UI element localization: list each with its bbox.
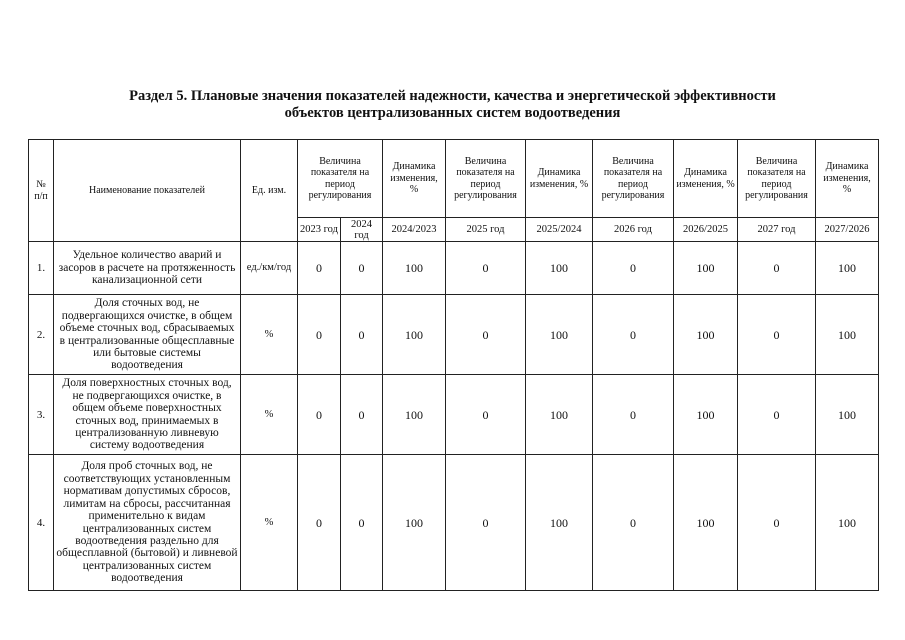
header-dyn-2027-2026: 2027/2026 [816,218,879,242]
value-2024: 0 [341,375,383,455]
dynamics-2027: 100 [816,242,879,295]
indicator-name: Удельное количество аварий и засоров в расчете на протяженность канализационной сети [54,242,241,295]
header-magnitude-2025: Величина показателя на период регулирования [446,140,526,218]
title-line-1 [0,88,905,105]
header-magnitude-2027: Величина показателя на период регулирования [738,140,816,218]
value-2026: 0 [593,455,674,591]
unit-cell: % [241,295,298,375]
dynamics-2026: 100 [674,242,738,295]
value-2023: 0 [298,455,341,591]
header-year-2023: 2023 год [298,218,341,242]
unit-cell: % [241,455,298,591]
dynamics-2025: 100 [526,375,593,455]
header-year-2024: 2024 год [341,218,383,242]
header-dyn-2026-2025: 2026/2025 [674,218,738,242]
dynamics-2025: 100 [526,242,593,295]
table-row [29,295,879,375]
value-2024: 0 [341,295,383,375]
page-title [0,88,905,122]
header-dynamics-2024: Динамика изменения, % [383,140,446,218]
header-dynamics-2025: Динамика изменения, % [526,140,593,218]
value-2025: 0 [446,375,526,455]
header-row-main [29,140,879,218]
value-2025: 0 [446,295,526,375]
title-text-1: Плановые значения показателей надежности, качества и энергетической эффективности [187,88,776,104]
header-num: № п/п [29,140,54,242]
dynamics-2027: 100 [816,455,879,591]
title-line-2: объектов централизованных систем водоотведения [284,105,621,121]
dynamics-2024: 100 [383,295,446,375]
value-2024: 0 [341,242,383,295]
dynamics-2024: 100 [383,455,446,591]
dynamics-2024: 100 [383,375,446,455]
row-number: 1. [29,242,54,295]
dynamics-2026: 100 [674,295,738,375]
header-dyn-2025-2024: 2025/2024 [526,218,593,242]
value-2026: 0 [593,242,674,295]
row-number: 4. [29,455,54,591]
value-2027: 0 [738,455,816,591]
dynamics-2026: 100 [674,455,738,591]
header-dyn-2024-2023: 2024/2023 [383,218,446,242]
section-label: Раздел 5. [129,88,188,104]
value-2023: 0 [298,295,341,375]
table-row [29,455,879,591]
value-2023: 0 [298,242,341,295]
indicators-table [28,139,879,591]
header-magnitude-2026: Величина показателя на период регулирования [593,140,674,218]
header-name: Наименование показателей [54,140,241,242]
indicator-name: Доля проб сточных вод, не соответствующих установленным нормативам допустимых сбросов, лимитам на сбросы, рассчитанная применительно к видам централизованных систем водоотведения раздельно для общесплавной (бытовой) и ливневой централизованных систем водоотведения [54,455,241,591]
table-row [29,375,879,455]
value-2027: 0 [738,375,816,455]
indicator-name: Доля сточных вод, не подвергающихся очистке, в общем объеме сточных вод, сбрасываемых в централизованные общесплавные или бытовые системы водоотведения [54,295,241,375]
value-2025: 0 [446,455,526,591]
unit-cell: % [241,375,298,455]
value-2024: 0 [341,455,383,591]
header-year-2026: 2026 год [593,218,674,242]
header-year-2027: 2027 год [738,218,816,242]
header-magnitude-2023-2024: Величина показателя на период регулирования [298,140,383,218]
value-2023: 0 [298,375,341,455]
value-2026: 0 [593,295,674,375]
value-2027: 0 [738,295,816,375]
dynamics-2025: 100 [526,295,593,375]
header-dynamics-2027: Динамика изменения, % [816,140,879,218]
value-2026: 0 [593,375,674,455]
header-unit: Ед. изм. [241,140,298,242]
value-2027: 0 [738,242,816,295]
unit-cell: ед./км/год [241,242,298,295]
header-dynamics-2026: Динамика изменения, % [674,140,738,218]
row-number: 3. [29,375,54,455]
dynamics-2026: 100 [674,375,738,455]
table-row [29,242,879,295]
indicator-name: Доля поверхностных сточных вод, не подвергающихся очистке, в общем объеме поверхностных сточных вод, принимаемых в централизованную ливневую систему водоотведения [54,375,241,455]
dynamics-2027: 100 [816,375,879,455]
dynamics-2027: 100 [816,295,879,375]
dynamics-2025: 100 [526,455,593,591]
dynamics-2024: 100 [383,242,446,295]
header-year-2025: 2025 год [446,218,526,242]
value-2025: 0 [446,242,526,295]
row-number: 2. [29,295,54,375]
